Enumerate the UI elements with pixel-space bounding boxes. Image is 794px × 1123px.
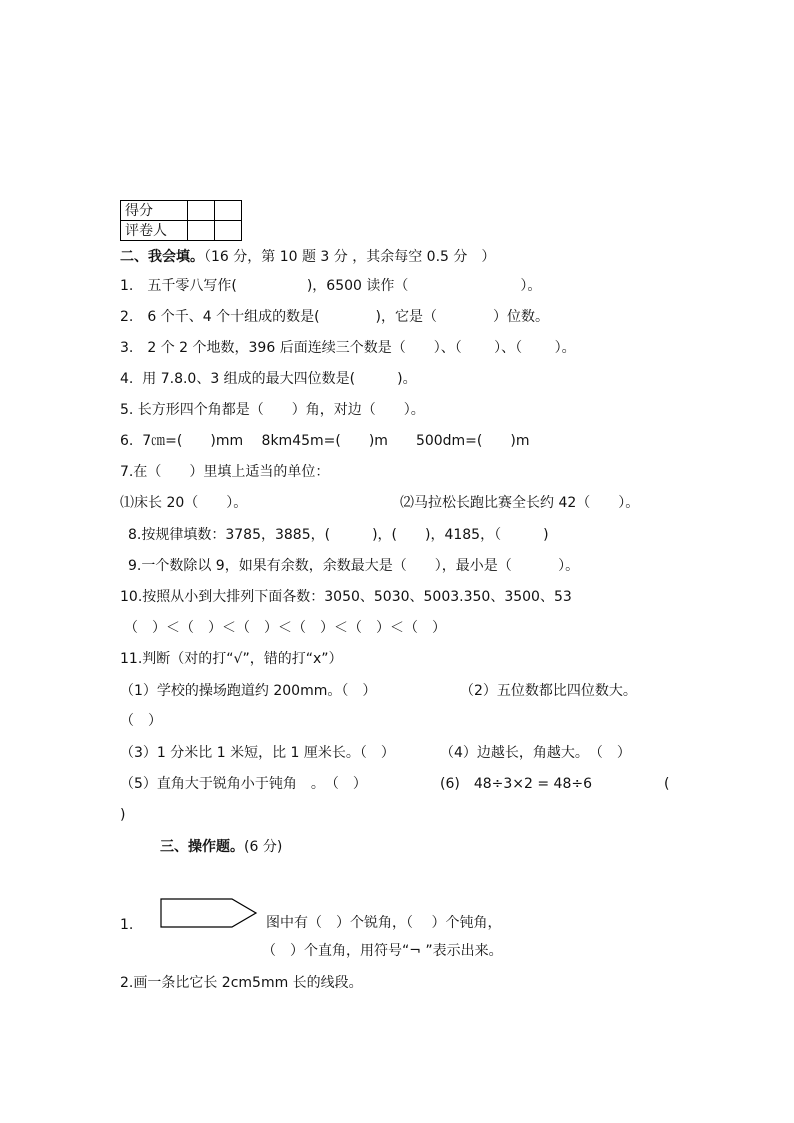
operation-2: 2.画一条比它长 2cm5mm 长的线段。 <box>120 975 363 991</box>
operation-1-number: 1. <box>120 917 134 933</box>
question-11-5: （5）直角大于锐角小于钝角 。 （ ） <box>120 776 367 792</box>
section3-heading: 三、操作题。 <box>160 839 244 855</box>
question-2: 2. 6 个千、4 个十组成的数是( )，它是（ ）位数。 <box>120 309 549 325</box>
operation-1-text-2: （ ）个直角，用符号“¬ ”表示出来。 <box>262 943 503 959</box>
grader-label: 评卷人 <box>121 221 188 241</box>
section2-title <box>120 248 495 266</box>
pentagon-figure <box>158 896 260 932</box>
section2-heading: 二、我会填。 <box>120 249 204 265</box>
question-7-2: ⑵马拉松长跑比赛全长约 42（ ）。 <box>400 495 640 511</box>
operation-1-text-1: 图中有（ ）个锐角，（ ）个钝角， <box>266 915 502 931</box>
question-9: 9.一个数除以 9，如果有余数，余数最大是（ ），最小是（ ）。 <box>128 558 580 574</box>
question-10: 10.按照从小到大排列下面各数：3050、5030、5003.350、3500、53 <box>120 589 572 605</box>
section3-title <box>160 838 282 856</box>
question-5: 5. 长方形四个角都是（ ）角，对边（ ）。 <box>120 402 425 418</box>
section3-note: (6 分) <box>244 839 283 855</box>
question-11-2-answer: （ ） <box>120 713 162 729</box>
grader-blank-2 <box>215 221 242 241</box>
question-1: 1. 五千零八写作( )，6500 读作（ ）。 <box>120 278 542 294</box>
question-10-blanks: （ ）＜（ ）＜（ ）＜（ ）＜（ ）＜（ ） <box>124 620 446 636</box>
question-11-1: （1）学校的操场跑道约 200mm。（ ） <box>120 683 377 699</box>
score-blank-2 <box>215 201 242 221</box>
score-table <box>120 200 242 241</box>
question-4: 4. 用 7.8.0、3 组成的最大四位数是( )。 <box>120 371 417 387</box>
grader-blank-1 <box>188 221 215 241</box>
question-11-6-open: ( <box>664 776 670 792</box>
pentagon-shape <box>161 899 256 927</box>
question-11-6-close: ) <box>120 807 126 823</box>
question-7-1: ⑴床长 20（ ）。 <box>120 495 248 511</box>
question-8: 8.按规律填数：3785，3885，( )，( )，4185，（ ) <box>128 527 549 543</box>
question-6: 6. 7㎝=( )mm 8km45m=( )m 500dm=( )m <box>120 433 530 449</box>
question-11-6: (6) 48÷3×2 = 48÷6 <box>440 776 593 792</box>
question-3: 3. 2 个 2 个地数，396 后面连续三个数是（ ）、（ ）、（ ）。 <box>120 340 576 356</box>
question-11: 11.判断（对的打“√”，错的打“x”） <box>120 651 343 667</box>
question-11-3: （3）1 分米比 1 米短，比 1 厘米长。（ ） <box>120 745 395 761</box>
score-label: 得分 <box>121 201 188 221</box>
score-blank-1 <box>188 201 215 221</box>
section2-note: （16 分，第 10 题 3 分 ，其余每空 0.5 分 ） <box>204 249 496 265</box>
question-11-4: （4）边越长，角越大。 （ ） <box>440 745 631 761</box>
question-7: 7.在（ ）里填上适当的单位： <box>120 464 330 480</box>
question-11-2: （2）五位数都比四位数大。 <box>460 683 637 699</box>
